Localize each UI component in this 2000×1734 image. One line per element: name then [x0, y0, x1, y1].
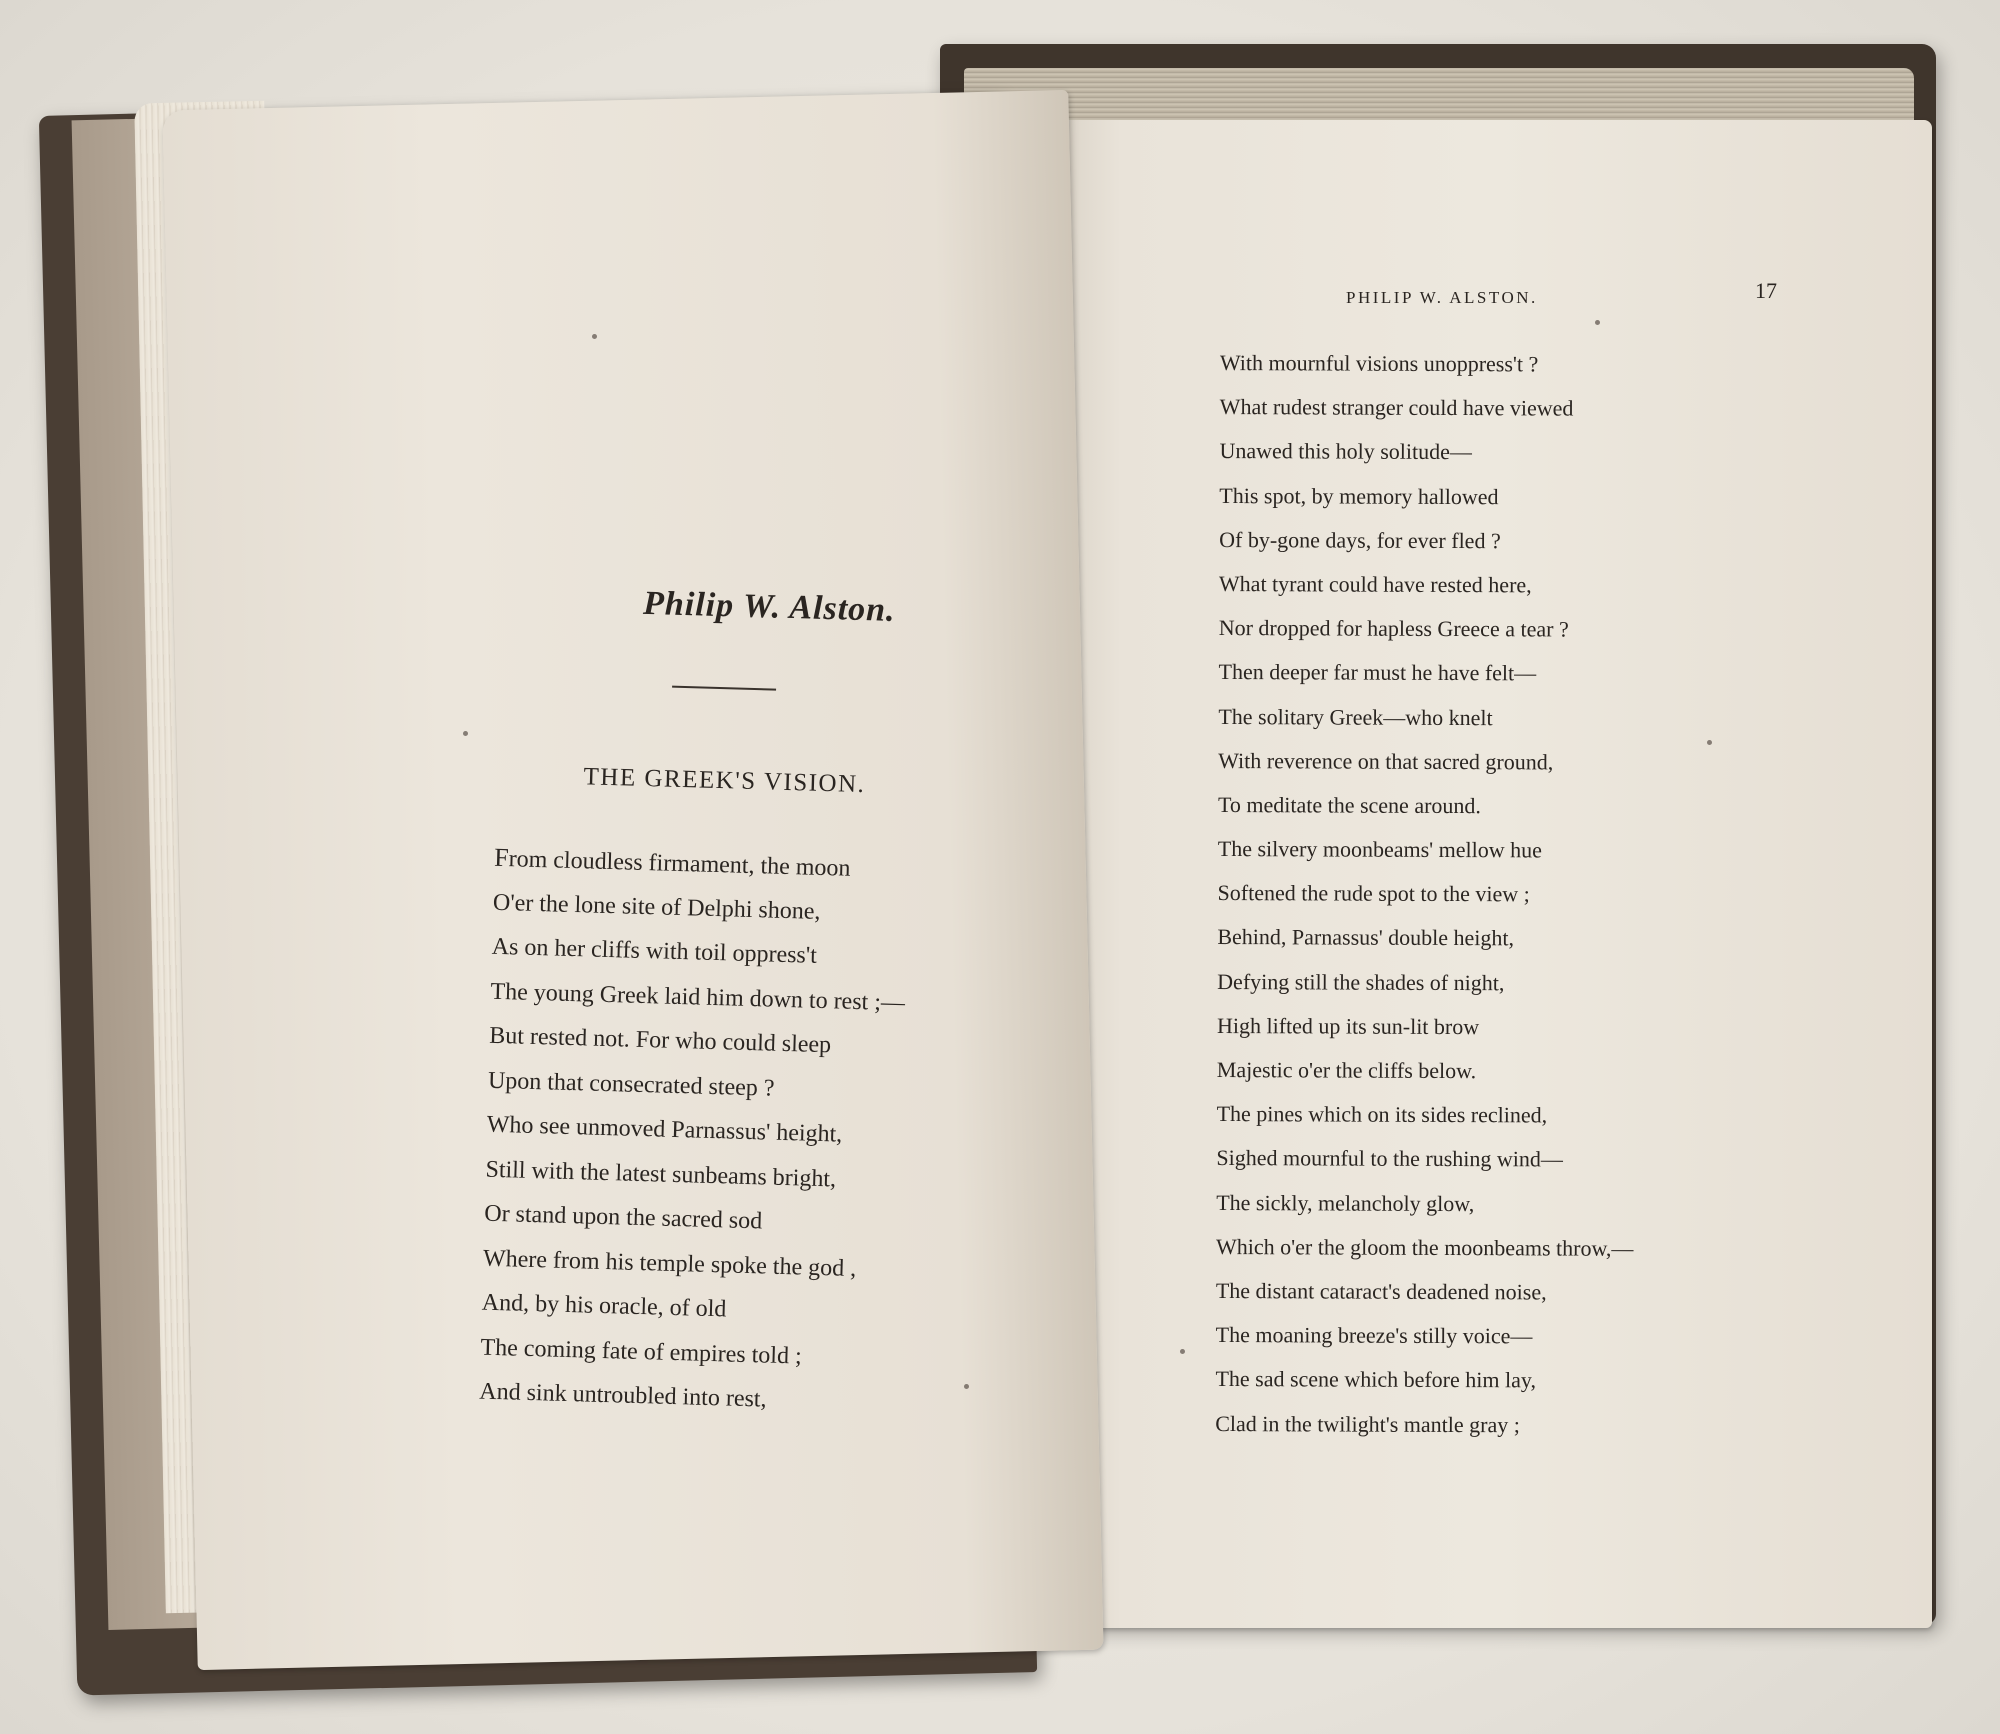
left-poem-lines	[479, 836, 1015, 1429]
right-poem-lines	[1215, 341, 1800, 1448]
poem-line: This spot, by memory hallowed	[1219, 482, 1499, 509]
paper-speck	[1595, 320, 1600, 325]
page-number: 17	[1755, 278, 1777, 303]
poem-line: O'er the lone site of Delphi shone,	[492, 889, 821, 925]
poem-line: The pines which on its sides reclined,	[1216, 1101, 1548, 1128]
poem-line: Nor dropped for hapless Greece a tear ?	[1218, 615, 1569, 642]
poem-line: With mournful visions unoppress't ?	[1219, 349, 1539, 377]
poem-line: Where from his temple spoke the god ,	[482, 1245, 857, 1282]
poem-line: What rudest stranger could have viewed	[1219, 394, 1574, 421]
poem-line: Which o'er the gloom the moonbeams throw,—	[1215, 1233, 1634, 1261]
poem-line: Softened the rude spot to the view ;	[1217, 880, 1530, 907]
paper-speck	[463, 731, 468, 736]
poem-line: From cloudless firmament, the moon	[493, 842, 851, 882]
poem-line: With reverence on that sacred ground,	[1218, 747, 1554, 775]
poem-line: Then deeper far must he have felt—	[1218, 659, 1537, 686]
poem-line: And, by his oracle, of old	[481, 1289, 727, 1323]
poem-line: Majestic o'er the cliffs below.	[1216, 1056, 1477, 1084]
poem-line: Of by-gone days, for ever fled ?	[1219, 526, 1501, 553]
poem-line: What tyrant could have rested here,	[1218, 570, 1532, 598]
poem-line: But rested not. For who could sleep	[488, 1022, 832, 1059]
poem-title: THE GREEK'S VISION.	[583, 763, 866, 799]
poem-line: Defying still the shades of night,	[1217, 968, 1505, 995]
poem-line: The distant cataract's deadened noise,	[1215, 1277, 1547, 1305]
poem-line: Who see unmoved Parnassus' height,	[486, 1111, 843, 1148]
left-page-text	[446, 580, 990, 1454]
poem-line: To meditate the scene around.	[1217, 791, 1481, 819]
poem-line: The solitary Greek—who knelt	[1218, 703, 1493, 730]
paper-speck	[1180, 1349, 1185, 1354]
poem-line: As on her cliffs with toil oppress't	[491, 933, 818, 969]
poem-line: The sickly, melancholy glow,	[1216, 1189, 1475, 1216]
poem-line: And sink untroubled into rest,	[478, 1378, 767, 1413]
paper-speck	[1707, 740, 1712, 745]
heading-rule	[672, 686, 776, 691]
author-heading: Philip W. Alston.	[642, 584, 897, 629]
poem-line: High lifted up its sun-lit brow	[1216, 1012, 1480, 1039]
poem-line: Clad in the twilight's mantle gray ;	[1215, 1410, 1520, 1437]
poem-line: Upon that consecrated steep ?	[487, 1067, 775, 1102]
poem-line: The silvery moonbeams' mellow hue	[1217, 836, 1542, 863]
poem-line: The young Greek laid him down to rest ;—	[490, 978, 906, 1016]
poem-line: The coming fate of empires told ;	[480, 1334, 803, 1370]
running-head: PHILIP W. ALSTON.	[1346, 288, 1538, 307]
poem-line: Still with the latest sunbeams bright,	[485, 1156, 837, 1192]
paper-speck	[964, 1384, 969, 1389]
poem-line: Unawed this holy solitude—	[1219, 438, 1472, 465]
poem-line: The moaning breeze's stilly voice—	[1215, 1322, 1533, 1349]
poem-line: Sighed mournful to the rushing wind—	[1216, 1145, 1563, 1172]
poem-line: The sad scene which before him lay,	[1215, 1366, 1537, 1393]
poem-line: Behind, Parnassus' double height,	[1217, 924, 1515, 951]
paper-speck	[592, 334, 597, 339]
poem-line: Or stand upon the sacred sod	[483, 1200, 763, 1235]
